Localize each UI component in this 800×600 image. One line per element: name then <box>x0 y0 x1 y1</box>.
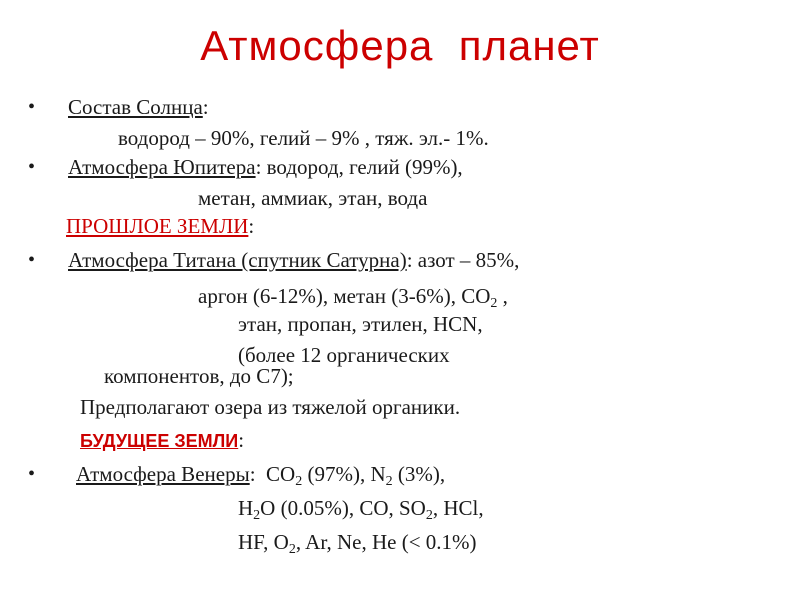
future-earth-label: БУДУЩЕЕ ЗЕМЛИ <box>80 431 239 451</box>
past-earth-heading <box>66 214 254 238</box>
jupiter-label: Атмосфера Юпитера <box>68 155 256 179</box>
venus-l1-a: CO <box>266 462 296 486</box>
titan-heading <box>68 248 519 272</box>
sun-colon: : <box>202 95 209 119</box>
titan-rest: : азот – 85%, <box>406 248 520 272</box>
past-earth-colon: : <box>248 214 255 238</box>
venus-l3-a-sub: 2 <box>288 542 296 557</box>
titan-line3: этан, пропан, этилен, HCN, <box>238 312 483 336</box>
venus-l1-a-sub: 2 <box>295 474 303 489</box>
bullet: • <box>28 463 36 485</box>
venus-l2-a-sub: 2 <box>253 508 261 523</box>
venus-label: Атмосфера Венеры <box>76 462 250 486</box>
future-earth-colon: : <box>238 428 245 452</box>
bullet: • <box>28 249 36 271</box>
jupiter-heading <box>68 155 463 179</box>
venus-l2-b-sub: 2 <box>425 508 433 523</box>
venus-l1-c: (3%), <box>392 462 446 486</box>
titan-line2-sub: 2 <box>490 296 498 311</box>
sun-details: водород – 90%, гелий – 9% , тяж. эл.- 1%. <box>118 126 489 150</box>
venus-l2-b: O (0.05%), CO, SO <box>260 496 426 520</box>
venus-line2 <box>238 496 484 523</box>
venus-l3-b: , Ar, Ne, He (< 0.1%) <box>295 530 477 554</box>
bullet: • <box>28 156 36 178</box>
venus-l1-b-sub: 2 <box>385 474 393 489</box>
sun-label: Состав Солнца <box>68 95 203 119</box>
venus-l2-c: , HCl, <box>432 496 484 520</box>
titan-label: Атмосфера Титана (спутник Сатурна) <box>68 248 407 272</box>
venus-l1-b: (97%), N <box>302 462 386 486</box>
slide-title: Атмосфера планет <box>200 22 600 69</box>
sun-heading <box>68 95 209 119</box>
jupiter-rest: : водород, гелий (99%), <box>255 155 463 179</box>
titan-line2 <box>198 284 508 311</box>
titan-line6: Предполагают озера из тяжелой органики. <box>80 395 461 419</box>
titan-line4: (более 12 органических <box>238 343 450 367</box>
venus-line3 <box>238 530 477 557</box>
titan-line2-post: , <box>497 284 508 308</box>
bullet: • <box>28 96 36 118</box>
titan-line2-text: аргон (6-12%), метан (3-6%), CO <box>198 284 491 308</box>
jupiter-line2: метан, аммиак, этан, вода <box>198 186 428 210</box>
venus-l2-a: H <box>238 496 254 520</box>
venus-heading <box>76 462 446 489</box>
venus-colon: : <box>249 462 256 486</box>
titan-line5: компонентов, до C7); <box>104 364 294 388</box>
future-earth-heading <box>80 428 244 453</box>
venus-l3-a: HF, O <box>238 530 289 554</box>
past-earth-label: ПРОШЛОЕ ЗЕМЛИ <box>66 214 249 238</box>
